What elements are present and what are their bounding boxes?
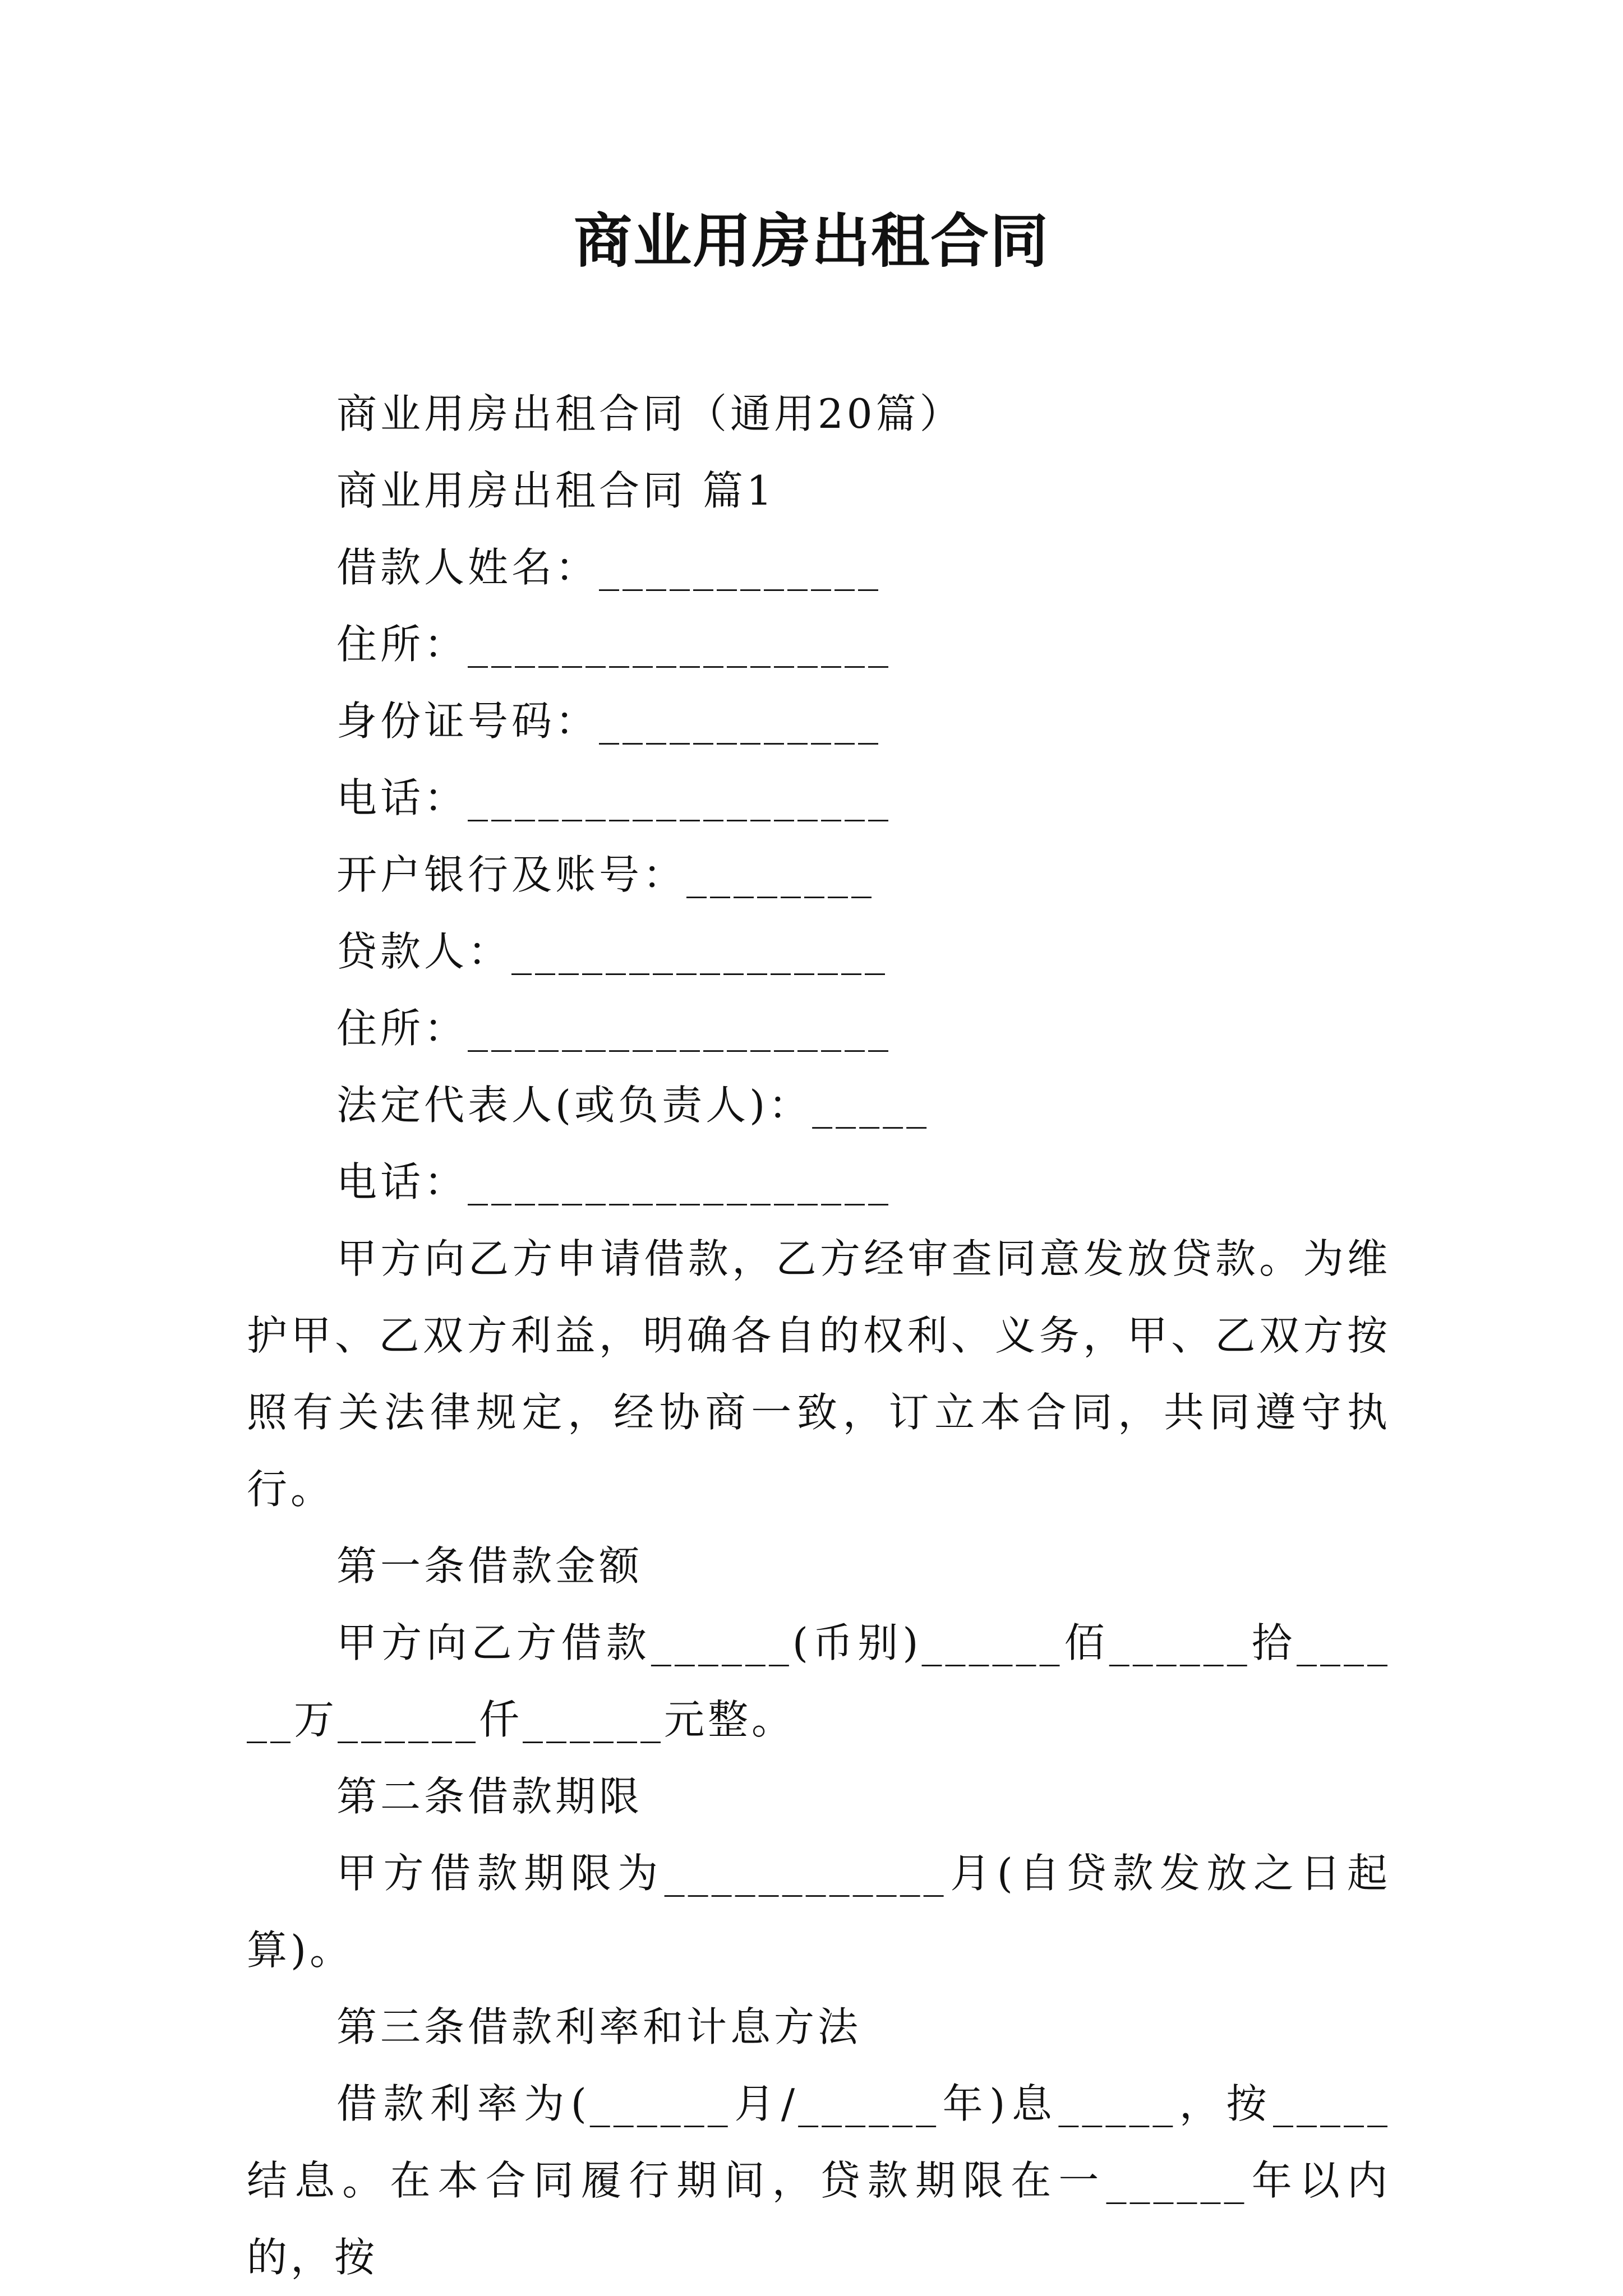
lender-address-field: 住所：__________________ bbox=[336, 1005, 892, 1052]
id-number-field: 身份证号码：____________ bbox=[336, 697, 882, 745]
borrower-name-field: 借款人姓名：____________ bbox=[336, 544, 882, 591]
article-2-title: 第二条借款期限 bbox=[336, 1773, 643, 1820]
bank-account-field: 开户银行及账号：________ bbox=[336, 851, 875, 898]
section-heading: 商业用房出租合同 篇1 bbox=[336, 467, 776, 514]
article-3-text: 借款利率为(______月/______年)息_____，按_____结息。在本合同履行期间，贷款期限在一______年以内的，按 bbox=[247, 2080, 1391, 2281]
document-title: 商业用房出租合同 bbox=[573, 206, 1049, 275]
borrower-address-field: 住所：__________________ bbox=[336, 621, 892, 668]
article-1-text: 甲方向乙方借款______(币别)______佰______拾______万______仟______元整。 bbox=[247, 1619, 1391, 1743]
legal-representative-field: 法定代表人(或负责人)：_____ bbox=[336, 1082, 930, 1129]
intro-paragraph: 甲方向乙方申请借款，乙方经审查同意发放贷款。为维护甲、乙双方利益，明确各自的权利、义务，甲、乙双方按照有关法律规定，经协商一致，订立本合同，共同遵守执行。 bbox=[247, 1235, 1391, 1513]
article-2-text: 甲方借款期限为____________月(自贷款发放之日起算)。 bbox=[247, 1850, 1391, 1974]
lender-phone-field: 电话：__________________ bbox=[336, 1158, 892, 1205]
document-body bbox=[247, 376, 1413, 2296]
subtitle-line: 商业用房出租合同（通用20篇） bbox=[336, 390, 963, 437]
article-1-title: 第一条借款金额 bbox=[336, 1542, 643, 1590]
lender-field: 贷款人：________________ bbox=[336, 928, 889, 975]
article-3-title: 第三条借款利率和计息方法 bbox=[336, 2003, 862, 2050]
borrower-phone-field: 电话：__________________ bbox=[336, 774, 892, 821]
